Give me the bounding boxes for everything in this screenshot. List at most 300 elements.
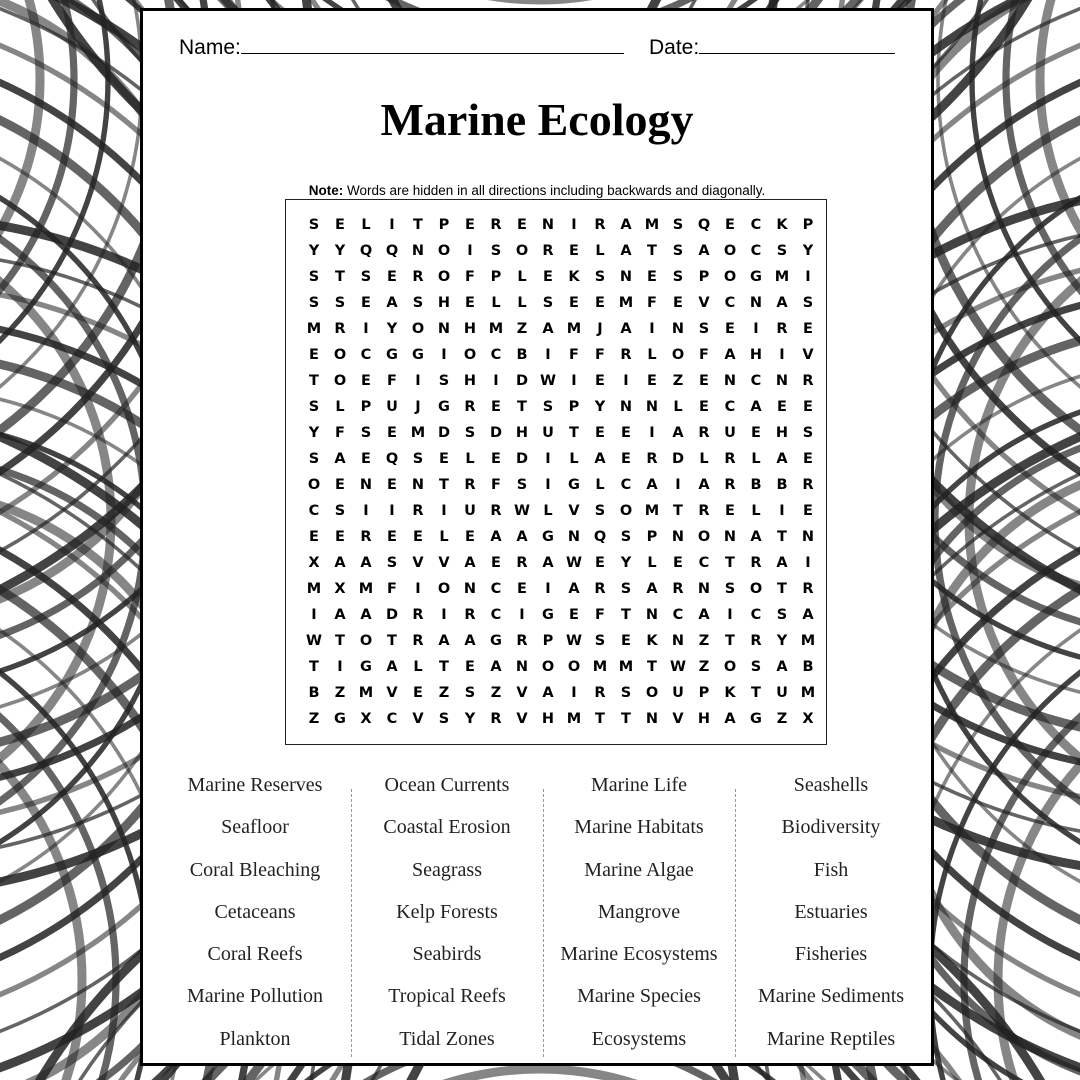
grid-letter: L (413, 659, 423, 675)
grid-letter: S (594, 269, 606, 285)
grid-letter: A (698, 477, 710, 493)
word-column (735, 771, 927, 1067)
grid-letter: Y (334, 243, 346, 259)
word-list-item: Tidal Zones (399, 1027, 495, 1050)
grid-letter: R (594, 685, 606, 701)
grid-letter: B (750, 477, 762, 493)
grid-letter: P (490, 269, 502, 285)
grid-letter: S (802, 425, 814, 441)
grid-letter: N (411, 243, 425, 259)
grid-letter: P (802, 217, 814, 233)
grid-letter: Y (802, 243, 814, 259)
grid-letter: A (594, 451, 606, 467)
grid-letter: E (361, 373, 371, 389)
grid-letter: G (360, 659, 372, 675)
grid-letter: O (333, 347, 347, 363)
grid-letter: E (673, 295, 683, 311)
grid-letter: N (775, 373, 789, 389)
grid-letter: T (439, 659, 449, 675)
note-label: Note: (308, 183, 344, 198)
grid-letter: E (673, 555, 683, 571)
grid-letter: C (698, 555, 710, 571)
grid-letter: C (386, 711, 398, 727)
grid-letter: A (542, 685, 554, 701)
grid-letter: S (516, 477, 528, 493)
name-label: Name: (179, 36, 241, 59)
word-list-item: Fisheries (794, 943, 868, 966)
grid-letter: P (646, 529, 658, 545)
grid-letter: N (411, 477, 425, 493)
grid-letter: I (727, 607, 733, 623)
grid-letter: M (800, 633, 816, 649)
grid-letter: Z (776, 711, 788, 727)
grid-letter: E (309, 529, 319, 545)
grid-letter: A (542, 555, 554, 571)
grid-letter: G (542, 607, 554, 623)
grid-letter: C (750, 373, 762, 389)
page-title: Marine Ecology (380, 94, 694, 145)
grid-letter: I (415, 581, 421, 597)
grid-letter: E (647, 269, 657, 285)
grid-letter: E (387, 269, 397, 285)
grid-letter: P (542, 633, 554, 649)
grid-letter: T (335, 269, 345, 285)
grid-letter: S (672, 217, 684, 233)
grid-letter: V (516, 685, 528, 701)
grid-letter: O (567, 659, 581, 675)
grid-letter: R (360, 529, 372, 545)
word-list-item: Coastal Erosion (383, 816, 511, 839)
grid-letter: S (360, 269, 372, 285)
grid-letter: R (724, 477, 736, 493)
grid-letter: I (545, 451, 551, 467)
grid-letter: L (647, 347, 657, 363)
grid-letter: P (360, 399, 372, 415)
grid-letter: R (802, 477, 814, 493)
note-text: Words are hidden in all directions including backwards and diagonally. (343, 183, 766, 198)
grid-letter: T (673, 503, 683, 519)
grid-letter: I (623, 373, 629, 389)
word-list-item: Marine Reptiles (766, 1027, 896, 1050)
grid-letter: L (517, 295, 527, 311)
grid-letter: I (675, 477, 681, 493)
grid-letter: E (595, 555, 605, 571)
grid-letter: E (595, 295, 605, 311)
grid-letter: M (488, 321, 504, 337)
grid-letter: A (360, 555, 372, 571)
grid-letter: L (569, 451, 579, 467)
grid-letter: F (595, 347, 605, 363)
grid-letter: D (671, 451, 685, 467)
grid-letter: C (750, 243, 762, 259)
grid-letter: I (545, 347, 551, 363)
grid-letter: E (803, 503, 813, 519)
word-list-item: Tropical Reefs (388, 985, 506, 1008)
grid-letter: V (516, 711, 528, 727)
grid-letter: V (568, 503, 580, 519)
grid-letter: I (649, 425, 655, 441)
grid-letter: N (619, 269, 633, 285)
grid-letter: R (334, 321, 346, 337)
grid-letter: L (595, 243, 605, 259)
grid-letter: F (387, 373, 397, 389)
grid-letter: T (387, 633, 397, 649)
grid-letter: A (776, 555, 788, 571)
grid-letter: E (725, 217, 735, 233)
grid-letter: M (410, 425, 426, 441)
word-list-item: Marine Pollution (186, 985, 324, 1008)
name-line[interactable] (241, 33, 624, 54)
grid-letter: E (335, 217, 345, 233)
grid-letter: R (464, 477, 476, 493)
grid-letter: S (672, 243, 684, 259)
grid-letter: E (491, 555, 501, 571)
grid-letter: E (335, 529, 345, 545)
grid-letter: R (594, 217, 606, 233)
grid-letter: Z (490, 685, 502, 701)
grid-letter: A (464, 633, 476, 649)
grid-letter: Q (385, 451, 399, 467)
grid-letter: N (619, 399, 633, 415)
grid-letter: I (441, 503, 447, 519)
grid-letter: O (437, 581, 451, 597)
grid-letter: E (751, 425, 761, 441)
grid-letter: I (311, 607, 317, 623)
grid-letter: L (595, 477, 605, 493)
grid-letter: Q (359, 243, 373, 259)
grid-letter: Z (438, 685, 450, 701)
grid-letter: D (437, 425, 451, 441)
word-list-item: Ocean Currents (384, 774, 510, 796)
grid-letter: I (441, 347, 447, 363)
grid-letter: E (803, 451, 813, 467)
grid-letter: X (360, 711, 372, 727)
grid-letter: M (306, 581, 322, 597)
grid-letter: E (803, 399, 813, 415)
grid-letter: L (335, 399, 345, 415)
grid-letter: A (360, 607, 372, 623)
grid-letter: C (490, 607, 502, 623)
word-list-item: Biodiversity (781, 816, 881, 839)
grid-letter: E (465, 529, 475, 545)
grid-letter: S (438, 711, 450, 727)
grid-letter: S (620, 581, 632, 597)
grid-letter: G (750, 711, 762, 727)
grid-letter: C (750, 217, 762, 233)
grid-letter: C (490, 347, 502, 363)
grid-letter: S (776, 607, 788, 623)
grid-letter: M (358, 685, 374, 701)
grid-letter: G (568, 477, 580, 493)
grid-letter: A (750, 529, 762, 545)
letter-grid (301, 212, 821, 732)
grid-letter: W (566, 633, 582, 649)
grid-letter: C (750, 607, 762, 623)
grid-letter: M (800, 685, 816, 701)
grid-letter: T (647, 659, 657, 675)
grid-letter: T (569, 425, 579, 441)
grid-letter: S (594, 503, 606, 519)
grid-letter: A (646, 581, 658, 597)
grid-letter: M (644, 503, 660, 519)
grid-letter: S (334, 503, 346, 519)
word-list-item: Marine Sediments (757, 985, 905, 1008)
grid-letter: E (621, 451, 631, 467)
grid-letter: F (647, 295, 657, 311)
grid-letter: N (645, 711, 659, 727)
grid-letter: T (751, 685, 761, 701)
grid-letter: N (671, 321, 685, 337)
grid-letter: S (308, 451, 320, 467)
grid-letter: N (515, 659, 529, 675)
word-column (351, 771, 543, 1067)
grid-letter: S (360, 425, 372, 441)
grid-letter: M (618, 295, 634, 311)
grid-letter: G (490, 633, 502, 649)
grid-letter: E (387, 425, 397, 441)
grid-letter: M (566, 711, 582, 727)
grid-letter: F (335, 425, 345, 441)
grid-letter: A (620, 321, 632, 337)
grid-letter: I (545, 477, 551, 493)
grid-letter: B (308, 685, 320, 701)
grid-letter: O (723, 269, 737, 285)
grid-letter: O (359, 633, 373, 649)
name-field[interactable] (179, 33, 624, 60)
grid-letter: L (439, 529, 449, 545)
grid-letter: E (569, 243, 579, 259)
grid-letter: T (621, 607, 631, 623)
grid-letter: N (697, 581, 711, 597)
grid-letter: A (620, 217, 632, 233)
grid-letter: V (802, 347, 814, 363)
grid-letter: T (595, 711, 605, 727)
grid-letter: C (308, 503, 320, 519)
grid-letter: H (515, 425, 529, 441)
grid-letter: W (306, 633, 322, 649)
grid-letter: I (441, 607, 447, 623)
note (143, 183, 931, 198)
grid-letter: W (514, 503, 530, 519)
word-column (543, 771, 735, 1067)
grid-letter: L (543, 503, 553, 519)
grid-letter: A (698, 243, 710, 259)
grid-letter: A (672, 425, 684, 441)
grid-letter: I (571, 685, 577, 701)
grid-letter: S (724, 581, 736, 597)
grid-letter: T (725, 555, 735, 571)
grid-letter: Q (385, 243, 399, 259)
grid-letter: V (438, 555, 450, 571)
grid-letter: E (647, 373, 657, 389)
grid-letter: O (723, 659, 737, 675)
grid-letter: S (802, 295, 814, 311)
grid-letter: C (360, 347, 372, 363)
grid-letter: G (542, 529, 554, 545)
grid-letter: H (775, 425, 789, 441)
grid-letter: C (620, 477, 632, 493)
word-list-item: Cetaceans (214, 900, 296, 923)
grid-letter: S (698, 321, 710, 337)
grid-letter: Z (672, 373, 684, 389)
grid-letter: Z (698, 659, 710, 675)
grid-letter: E (569, 295, 579, 311)
grid-letter: R (412, 607, 424, 623)
grid-letter: I (649, 321, 655, 337)
grid-letter: E (777, 399, 787, 415)
grid-letter: N (541, 217, 555, 233)
grid-letter: S (620, 685, 632, 701)
grid-letter: S (386, 555, 398, 571)
grid-letter: I (363, 503, 369, 519)
grid-letter: A (802, 607, 814, 623)
grid-letter: S (594, 633, 606, 649)
grid-letter: E (699, 373, 709, 389)
grid-letter: S (308, 399, 320, 415)
grid-letter: N (671, 529, 685, 545)
grid-letter: T (725, 633, 735, 649)
grid-letter: H (463, 373, 477, 389)
grid-letter: M (644, 217, 660, 233)
grid-letter: N (437, 321, 451, 337)
grid-letter: T (777, 581, 787, 597)
grid-letter: O (463, 347, 477, 363)
grid-letter: H (541, 711, 555, 727)
word-list-item: Marine Species (577, 985, 701, 1008)
grid-letter: E (387, 477, 397, 493)
grid-letter: R (802, 373, 814, 389)
grid-letter: X (802, 711, 814, 727)
grid-letter: A (490, 659, 502, 675)
word-list-item: Ecosystems (591, 1027, 687, 1050)
grid-letter: S (542, 399, 554, 415)
grid-letter: A (490, 529, 502, 545)
grid-letter: E (361, 295, 371, 311)
word-list-item: Estuaries (794, 900, 868, 923)
grid-letter: Y (308, 425, 320, 441)
grid-letter: S (412, 295, 424, 311)
word-list (159, 771, 927, 1051)
grid-letter: E (595, 425, 605, 441)
grid-letter: R (594, 581, 606, 597)
grid-letter: R (464, 399, 476, 415)
grid-letter: A (724, 347, 736, 363)
grid-letter: R (750, 633, 762, 649)
grid-letter: A (542, 321, 554, 337)
grid-letter: D (489, 425, 503, 441)
word-list-item: Coral Bleaching (189, 858, 321, 881)
grid-letter: K (568, 269, 580, 285)
grid-letter: I (779, 347, 785, 363)
grid-letter: I (493, 373, 499, 389)
grid-letter: A (386, 295, 398, 311)
grid-letter: K (776, 217, 788, 233)
date-label: Date: (649, 36, 700, 59)
grid-letter: P (698, 269, 710, 285)
grid-letter: L (751, 451, 761, 467)
grid-letter: I (363, 321, 369, 337)
word-list-item: Marine Ecosystems (560, 943, 718, 966)
grid-letter: O (515, 243, 529, 259)
grid-letter: S (776, 243, 788, 259)
grid-letter: R (620, 347, 632, 363)
grid-letter: E (465, 659, 475, 675)
grid-letter: T (309, 659, 319, 675)
grid-letter: A (568, 581, 580, 597)
grid-letter: O (437, 269, 451, 285)
word-list-item: Seashells (793, 774, 869, 796)
grid-letter: R (412, 269, 424, 285)
grid-letter: R (490, 503, 502, 519)
grid-letter: R (724, 451, 736, 467)
grid-letter: R (490, 711, 502, 727)
word-list-item: Coral Reefs (207, 943, 303, 966)
grid-letter: L (517, 269, 527, 285)
grid-letter: R (516, 555, 528, 571)
grid-letter: M (306, 321, 322, 337)
grid-letter: G (334, 711, 346, 727)
grid-letter: S (308, 217, 320, 233)
grid-letter: T (413, 217, 423, 233)
grid-letter: J (597, 321, 603, 337)
grid-letter: E (569, 607, 579, 623)
grid-letter: M (566, 321, 582, 337)
grid-letter: L (491, 295, 501, 311)
grid-letter: I (389, 503, 395, 519)
grid-letter: Y (620, 555, 632, 571)
grid-letter: N (463, 581, 477, 597)
grid-letter: U (672, 685, 684, 701)
grid-letter: A (516, 529, 528, 545)
grid-letter: U (776, 685, 788, 701)
grid-letter: E (335, 477, 345, 493)
grid-letter: R (802, 581, 814, 597)
grid-letter: U (724, 425, 736, 441)
grid-letter: E (725, 503, 735, 519)
word-list-item: Marine Life (590, 774, 688, 796)
grid-letter: J (415, 399, 421, 415)
grid-letter: N (801, 529, 815, 545)
grid-letter: L (465, 451, 475, 467)
grid-letter: N (645, 399, 659, 415)
grid-letter: F (387, 581, 397, 597)
grid-letter: E (517, 217, 527, 233)
grid-letter: T (335, 633, 345, 649)
grid-letter: T (621, 711, 631, 727)
word-list-item: Marine Algae (584, 858, 694, 881)
grid-letter: S (438, 373, 450, 389)
date-field[interactable] (649, 33, 895, 60)
word-column (159, 771, 351, 1067)
grid-letter: M (358, 581, 374, 597)
grid-letter: A (724, 711, 736, 727)
grid-letter: W (566, 555, 582, 571)
grid-letter: E (543, 269, 553, 285)
grid-letter: U (542, 425, 554, 441)
grid-letter: W (670, 659, 686, 675)
grid-letter: E (413, 529, 423, 545)
grid-letter: F (491, 477, 501, 493)
grid-letter: S (542, 295, 554, 311)
date-line[interactable] (699, 33, 895, 54)
grid-letter: I (415, 373, 421, 389)
grid-letter: A (776, 295, 788, 311)
grid-letter: I (545, 581, 551, 597)
grid-letter: A (698, 607, 710, 623)
word-list-item: Kelp Forests (396, 900, 498, 923)
grid-letter: R (412, 503, 424, 519)
grid-letter: L (751, 503, 761, 519)
